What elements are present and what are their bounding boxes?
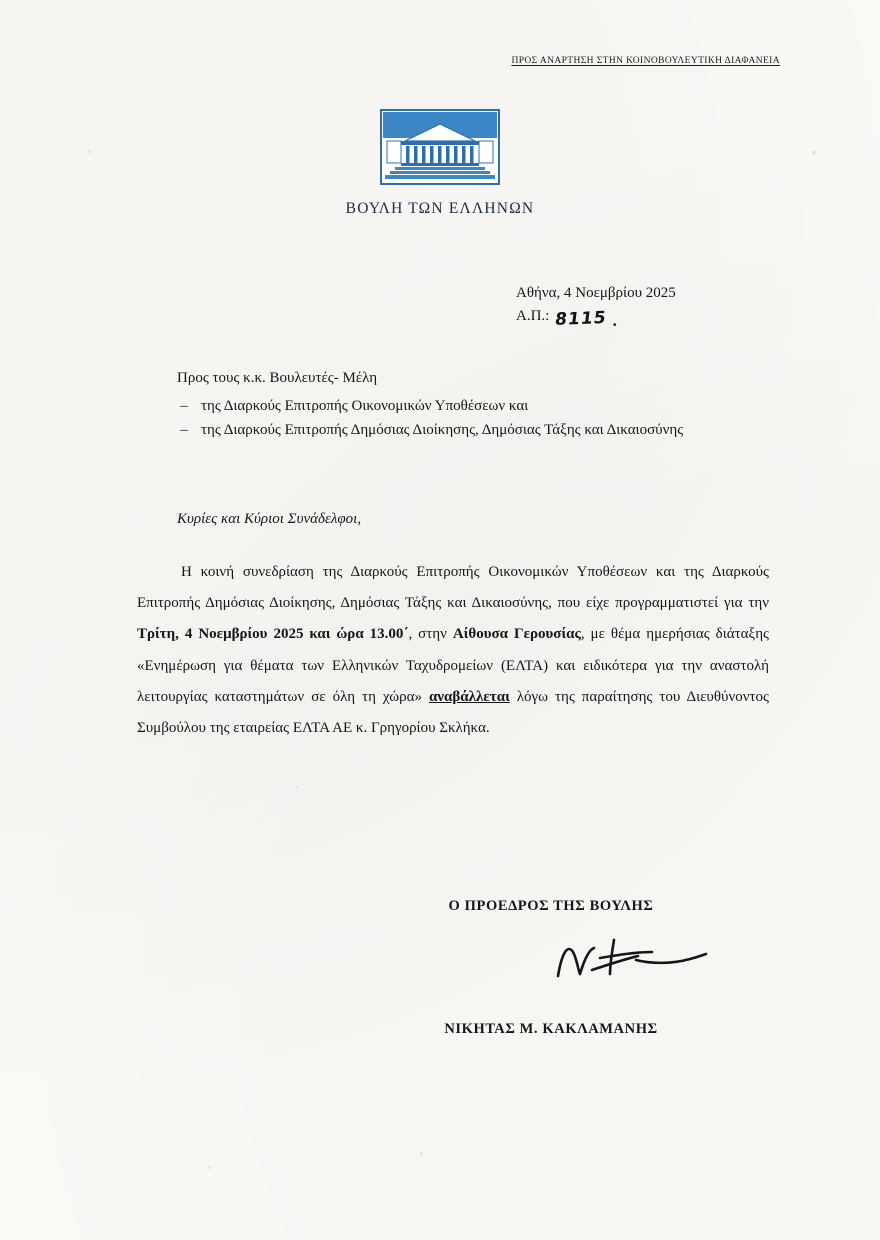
body-part-3: , με θέμα ημερήσιας διάταξης «Ενημέρωση για θέματα των Ελληνικών Ταχυδρομείων (ΕΛΤΑ) και ειδικότερα για την αναστολή λειτουργίας καταστημάτων σε όλη τη χώρα» — [137, 626, 769, 705]
posting-notice: ΠΡΟΣ ΑΝΑΡΤΗΣΗ ΣΤΗΝ ΚΟΙΝΟΒΟΥΛΕΥΤΙΚΗ ΔΙΑΦΑΝΕΙΑ — [511, 56, 780, 66]
recipient-item — [177, 418, 777, 442]
letterhead — [0, 108, 880, 218]
scan-speck — [296, 786, 298, 788]
protocol-dot: . — [612, 310, 617, 330]
body-part-1: Η κοινή συνεδρίαση της Διαρκούς Επιτροπής Οικονομικών Υποθέσεων και της Διαρκούς Επιτροπής Δημόσιας Διοίκησης, Δημόσιας Τάξης και Δικαιοσύνης, που είχε προγραμματιστεί για την — [137, 564, 769, 612]
body-part-2: , στην — [408, 626, 453, 643]
list-dash: – — [180, 422, 188, 438]
scan-speck — [88, 150, 91, 153]
body-underlined-postponed: αναβάλλεται — [428, 688, 510, 705]
scan-speck — [812, 150, 816, 155]
body-part-4: λόγω της παραίτησης του Διευθύνοντος Συμβούλου της εταιρείας ΕΛΤΑ ΑΕ κ. Γρηγορίου Σκλήκα. — [137, 688, 769, 736]
salutation: Κυρίες και Κύριοι Συνάδελφοι, — [177, 511, 362, 527]
hellenic-parliament-building-icon — [379, 108, 501, 186]
scan-speck — [420, 1152, 423, 1155]
list-dash: – — [180, 398, 188, 414]
protocol-row — [516, 305, 676, 328]
institution-name: ΒΟΥΛΗ ΤΩΝ ΕΛΛΗΝΩΝ — [345, 200, 535, 217]
handwritten-signature-icon — [540, 930, 730, 990]
recipients-heading: Προς τους κ.κ. Βουλευτές- Μέλη — [177, 370, 378, 386]
letter-body — [137, 557, 769, 744]
signature-title: Ο ΠΡΟΕΔΡΟΣ ΤΗΣ ΒΟΥΛΗΣ — [448, 898, 654, 914]
recipient-text: της Διαρκούς Επιτροπής Οικονομικών Υποθέσεων και — [201, 398, 529, 414]
protocol-label: Α.Π.: — [516, 308, 550, 325]
protocol-number-handwritten: 8115 — [554, 307, 609, 330]
recipient-item — [177, 394, 777, 418]
date-and-protocol-block — [516, 282, 676, 329]
body-bold-datetime: Τρίτη, 4 Νοεμβρίου 2025 και ώρα 13.00΄ — [137, 626, 409, 643]
date-line: Αθήνα, 4 Νοεμβρίου 2025 — [516, 285, 676, 301]
scan-speck — [208, 1166, 211, 1169]
body-bold-venue: Αίθουσα Γερουσίας — [452, 626, 581, 643]
recipient-text: της Διαρκούς Επιτροπής Δημόσιας Διοίκησης, Δημόσιας Τάξης και Δικαιοσύνης — [201, 422, 684, 438]
signatory-name: ΝΙΚΗΤΑΣ Μ. ΚΑΚΛΑΜΑΝΗΣ — [444, 1021, 658, 1037]
recipients-block — [177, 366, 777, 442]
